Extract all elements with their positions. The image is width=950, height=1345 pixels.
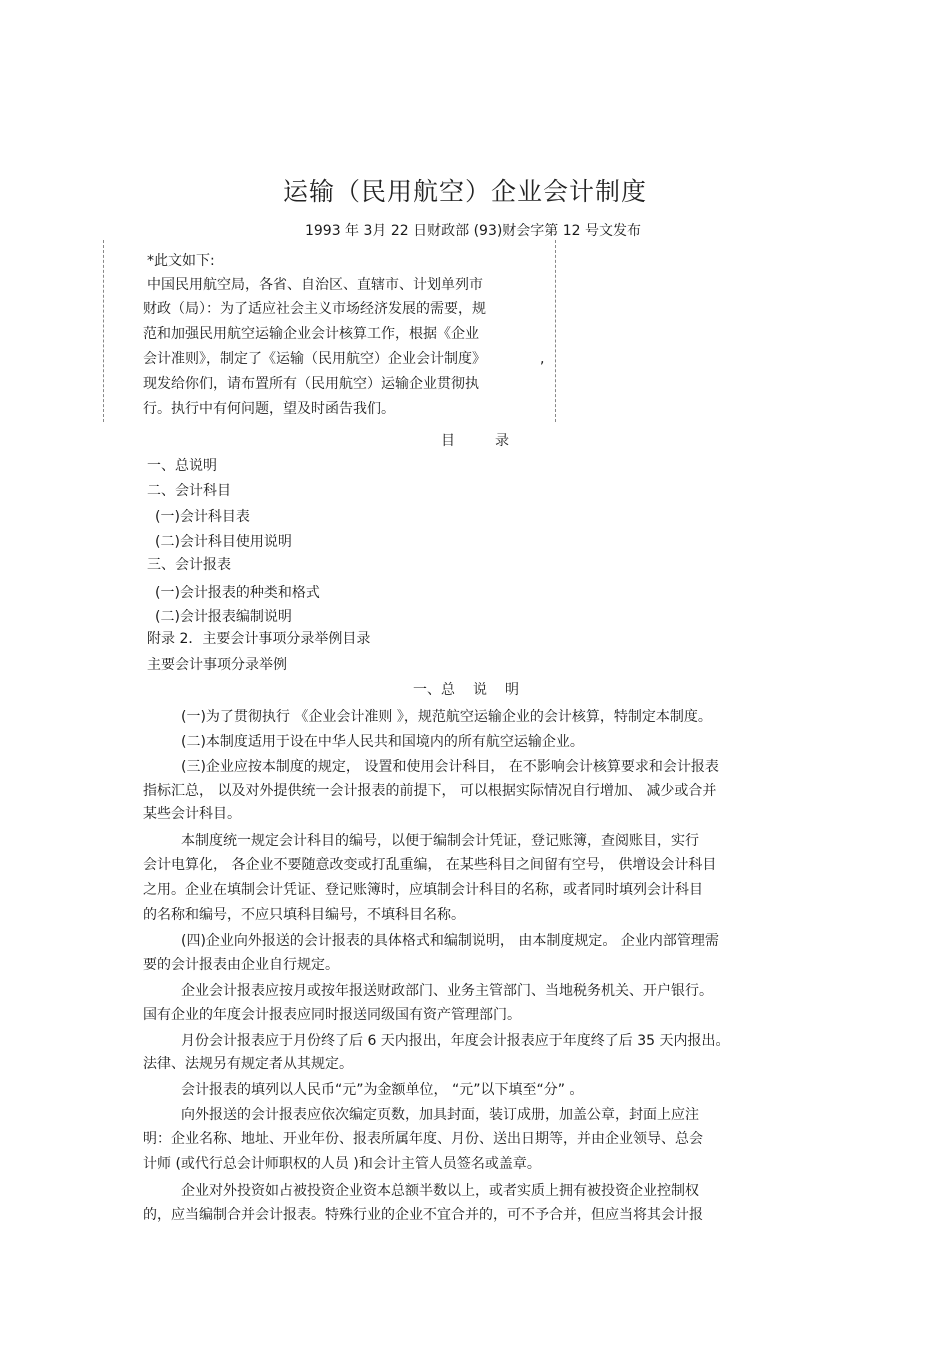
toc-item: (二)会计科目使用说明 (155, 534, 292, 550)
body-line: 明：企业名称、地址、开业年份、报表所属年度、月份、送出日期等，并由企业领导、总会 (143, 1131, 703, 1147)
section-heading-prefix: 一、 (413, 682, 441, 698)
body-line: 本制度统一规定会计科目的编号，以便于编制会计凭证，登记账簿，查阅账目，实行 (181, 833, 699, 849)
body-line: (二)本制度适用于设在中华人民共和国境内的所有航空运输企业。 (181, 734, 584, 750)
body-line: 会计报表的填列以人民币“元”为金额单位， “元”以下填至“分” 。 (181, 1082, 584, 1098)
notice-right-border (555, 240, 562, 422)
toc-item: (一)会计报表的种类和格式 (155, 585, 320, 601)
toc-item: (一)会计科目表 (155, 509, 250, 525)
notice-left-border (103, 240, 110, 422)
notice-line: *此文如下: (147, 253, 215, 269)
body-line: 向外报送的会计报表应依次编定页数，加具封面，装订成册，加盖公章，封面上应注 (181, 1107, 699, 1123)
notice-line: 财政（局）：为了适应社会主义市场经济发展的需要，规 (143, 301, 486, 317)
body-line: 法律、法规另有规定者从其规定。 (143, 1056, 353, 1072)
body-line: 会计电算化， 各企业不要随意改变或打乱重编， 在某些科目之间留有空号， 供增设会计科目 (143, 857, 717, 873)
notice-line: 中国民用航空局，各省、自治区、直辖市、计划单列市 (147, 277, 483, 293)
body-line: 国有企业的年度会计报表应同时报送同级国有资产管理部门。 (143, 1007, 521, 1023)
toc-item: 附录 2．主要会计事项分录举例目录 (147, 631, 371, 647)
body-line: 计师 (或代行总会计师职权的人员 )和会计主管人员签名或盖章。 (143, 1156, 541, 1172)
toc-item: 二、会计科目 (147, 483, 231, 499)
notice-line: 范和加强民用航空运输企业会计核算工作，根据《企业 (143, 326, 479, 342)
body-line: (三)企业应按本制度的规定， 设置和使用会计科目， 在不影响会计核算要求和会计报表 (181, 759, 719, 775)
body-line: 企业会计报表应按月或按年报送财政部门、业务主管部门、当地税务机关、开户银行。 (181, 983, 713, 999)
notice-trailing-comma: , (540, 351, 545, 367)
notice-line: 会计准则》，制定了《运输（民用航空）企业会计制度》 (143, 351, 486, 367)
body-line: (四)企业向外报送的会计报表的具体格式和编制说明， 由本制度规定。 企业内部管理需 (181, 933, 719, 949)
body-line: 的，应当编制合并会计报表。特殊行业的企业不宜合并的，可不予合并，但应当将其会计报 (143, 1207, 703, 1223)
body-line: 要的会计报表由企业自行规定。 (143, 957, 339, 973)
body-line: 某些会计科目。 (143, 806, 241, 822)
toc-item: 三、会计报表 (147, 557, 231, 573)
body-line: 的名称和编号，不应只填科目编号，不填科目名称。 (143, 907, 465, 923)
toc-item: (二)会计报表编制说明 (155, 609, 292, 625)
notice-line: 行。执行中有何问题，望及时函告我们。 (143, 401, 395, 417)
section-heading-text: 总说明 (441, 682, 537, 698)
body-line: 之用。企业在填制会计凭证、登记账簿时，应填制会计科目的名称，或者同时填列会计科目 (143, 882, 703, 898)
notice-line: 现发给你们，请布置所有（民用航空）运输企业贯彻执 (143, 376, 479, 392)
body-line: 企业对外投资如占被投资企业资本总额半数以上，或者实质上拥有被投资企业控制权 (181, 1183, 699, 1199)
toc-item: 一、总说明 (147, 458, 217, 474)
body-line: 指标汇总， 以及对外提供统一会计报表的前提下， 可以根据实际情况自行增加、 减少或合并 (143, 783, 717, 799)
section-heading (0, 679, 950, 699)
document-title: 运输（民用航空）企业会计制度 (282, 177, 647, 206)
body-line: (一)为了贯彻执行 《企业会计准则 》，规范航空运输企业的会计核算，特制定本制度。 (181, 709, 712, 725)
body-line: 月份会计报表应于月份终了后 6 天内报出，年度会计报表应于年度终了后 35 天内报出。 (181, 1033, 730, 1049)
document-subtitle: 1993 年 3月 22 日财政部 (93)财会字第 12 号文发布 (304, 223, 642, 239)
toc-heading: 目录 (441, 433, 549, 449)
toc-item: 主要会计事项分录举例 (147, 657, 287, 673)
